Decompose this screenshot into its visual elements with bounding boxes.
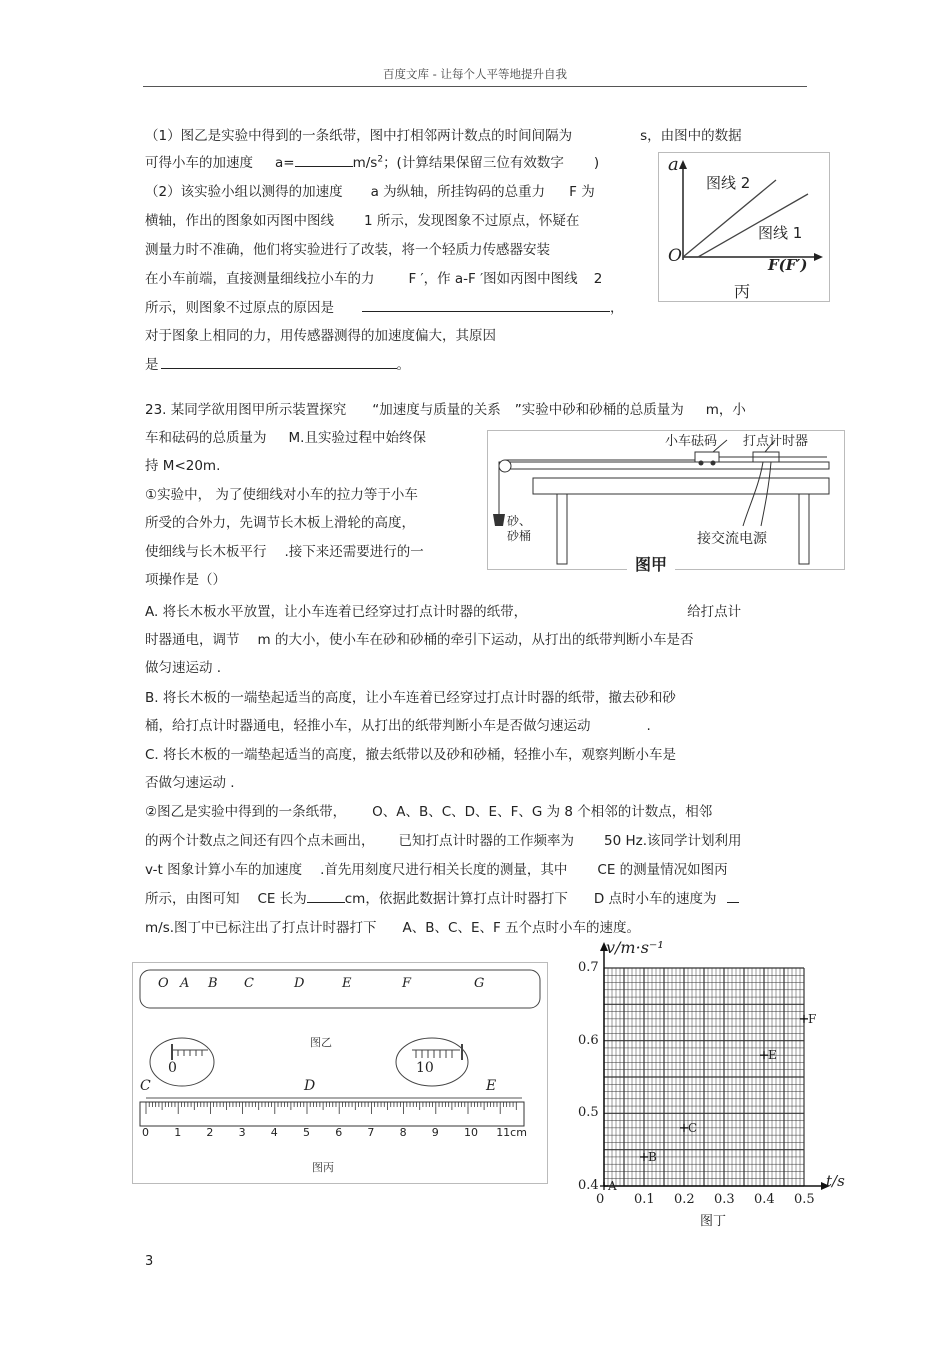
- text: m/s.图丁中已标注出了打点计时器打下: [145, 920, 377, 936]
- ruler-point: E: [486, 1078, 497, 1094]
- text: 所示，则图象不过原点的原因是: [145, 300, 334, 316]
- text: 给打点计: [687, 604, 742, 620]
- ruler-number: 2: [206, 1126, 214, 1139]
- x-axis-arrow: [814, 253, 823, 261]
- y-tick-label: 0.4: [578, 1178, 599, 1193]
- text: 桶，给打点计时器通电，轻推小车，从打出的纸带判断小车是否做匀速运动: [145, 718, 591, 734]
- text: CE 长为: [257, 891, 307, 907]
- q22-line-4: [145, 209, 579, 229]
- text: 已知打点计时器的工作频率为: [398, 833, 574, 849]
- text: 使细线与长木板平行: [145, 544, 267, 560]
- ruler-number: 3: [238, 1126, 246, 1139]
- zoom-label-right: 10: [416, 1060, 434, 1076]
- figure-caption: 丙: [734, 282, 751, 301]
- text: m，小: [705, 402, 746, 418]
- data-label: A: [608, 1179, 617, 1193]
- x-tick-label: 0.1: [634, 1192, 655, 1207]
- figure-ding: [570, 938, 850, 1230]
- text: 车和砝码的总质量为: [145, 430, 267, 446]
- ruler-number: 11cm: [496, 1126, 527, 1139]
- text: 23. 某同学欲用图甲所示装置探究: [145, 402, 347, 418]
- table-top: [533, 478, 829, 494]
- ruler-number: 9: [431, 1126, 439, 1139]
- part2-line-1: [145, 800, 712, 820]
- text: cm，依据此数据计算打点计时器打下: [344, 891, 568, 907]
- ruler-number: 6: [335, 1126, 343, 1139]
- x-tick-label: 0.4: [754, 1192, 775, 1207]
- x-tick-label: 0.2: [674, 1192, 695, 1207]
- q23-line-1: [145, 398, 746, 418]
- tape-point: C: [244, 976, 254, 991]
- y-axis-arrow: [679, 160, 687, 169]
- table-leg: [557, 494, 567, 564]
- part2-line-5: [145, 916, 640, 936]
- ruler-point: C: [140, 1078, 151, 1094]
- text: 横轴，作出的图象如丙图中图线: [145, 213, 334, 229]
- zoom-bubble-left: [150, 1038, 214, 1086]
- tape-point: B: [208, 976, 218, 991]
- ruler-number: 5: [303, 1126, 310, 1139]
- apparatus-diagram: [487, 430, 845, 570]
- text: 。: [396, 357, 410, 373]
- figure-caption: 图甲: [627, 552, 675, 575]
- figure-bing: [658, 152, 830, 302]
- text: “加速度与质量的关系: [372, 402, 501, 418]
- ruler-number: 7: [367, 1126, 375, 1139]
- label-timer: 打点计时器: [743, 434, 809, 449]
- superscript: 2: [377, 154, 384, 165]
- ruler-point: D: [304, 1078, 316, 1094]
- text: v-t 图象计算小车的加速度: [145, 862, 303, 878]
- text: D 点时小车的速度为: [593, 891, 717, 907]
- zoom-label-left: 0: [168, 1060, 177, 1076]
- text: 是: [145, 357, 159, 373]
- text: .首先用刻度尺进行相关长度的测量，其中: [320, 862, 568, 878]
- text: ；(计算结果保留三位有效数字: [383, 155, 564, 171]
- wheel: [699, 461, 704, 466]
- option-a-line-1: [145, 600, 741, 620]
- data-label: E: [768, 1048, 777, 1063]
- ruler-number: 10: [464, 1126, 478, 1139]
- text: a 为纵轴，所挂钩码的总重力: [370, 184, 546, 200]
- option-b-line-1: B. 将长木板的一端垫起适当的高度，让小车连着已经穿过打点计时器的纸带，撤去砂和砂: [145, 690, 676, 706]
- answer-blank: [161, 356, 397, 369]
- answer-blank: [362, 299, 610, 312]
- label-car: 小车砝码: [665, 434, 718, 449]
- ruler-number: 8: [399, 1126, 407, 1139]
- x-axis-label: t/s: [826, 1172, 845, 1190]
- pulley: [499, 460, 511, 472]
- q23-line-7: 项操作是（）: [145, 572, 226, 588]
- q22-line-1: [145, 124, 742, 144]
- text: O、A、B、C、D、E、F、G 为 8 个相邻的计数点，相邻: [372, 804, 713, 820]
- text: CE 的测量情况如图丙: [597, 862, 728, 878]
- part2-line-4: [145, 887, 739, 907]
- q22-line-2: [145, 151, 599, 171]
- y-axis-label: v/m·s⁻¹: [606, 938, 664, 957]
- text: M.且实验过程中始终保: [288, 430, 426, 446]
- tape-ruler-diagram: [132, 962, 548, 1184]
- text: m 的大小，使小车在砂和砂桶的牵引下运动，从打出的纸带判断小车是否: [257, 632, 694, 648]
- option-c-line-2: 否做匀速运动 .: [145, 775, 235, 791]
- q22-line-8: 对于图象上相同的力，用传感器测得的加速度偏大，其原因: [145, 328, 496, 344]
- text: ，: [610, 300, 624, 316]
- sand-bucket: [493, 514, 505, 526]
- text: F 为: [569, 184, 595, 200]
- wheel: [711, 461, 716, 466]
- caption-bing: 图丙: [312, 1161, 334, 1174]
- text: m/s: [352, 155, 378, 171]
- q23-line-6: [145, 540, 424, 560]
- page-header: 百度文库 - 让每个人平等地提升自我: [383, 67, 567, 81]
- text: ): [593, 155, 600, 171]
- data-label: C: [688, 1120, 698, 1135]
- q23-line-5: 所受的合外力，先调节长木板上滑轮的高度，: [145, 515, 415, 531]
- tape-point: G: [474, 976, 485, 991]
- text: 可得小车的加速度: [145, 155, 253, 171]
- label-sand: 砂、砂桶: [507, 514, 532, 543]
- table-leg: [799, 494, 809, 564]
- answer-blank: [727, 890, 739, 903]
- text: .: [646, 718, 651, 734]
- caption-yi: 图乙: [310, 1036, 332, 1049]
- x-tick-label: 0.5: [794, 1192, 815, 1207]
- y-tick-label: 0.7: [578, 960, 599, 975]
- v-t-graph: [570, 938, 850, 1230]
- text: 所示，由图可知: [145, 891, 240, 907]
- q22-line-7: [145, 296, 624, 316]
- q22-line-3: [145, 180, 595, 200]
- y-axis-label: a: [668, 154, 679, 175]
- x-tick-label: 0: [596, 1192, 605, 1207]
- text: 的两个计数点之间还有四个点未画出，: [145, 833, 375, 849]
- q23-line-2: [145, 426, 426, 446]
- figure-caption: 图丁: [700, 1214, 727, 1229]
- ruler-number: 1: [174, 1126, 182, 1139]
- option-a-line-2: [145, 628, 693, 648]
- ruler-number: 0: [142, 1126, 149, 1139]
- text: .接下来还需要进行的一: [284, 544, 424, 560]
- text: （1）图乙是实验中得到的一条纸带，图中打相邻两计数点的时间间隔为: [145, 128, 573, 144]
- line-1-label: 图线 1: [758, 224, 803, 242]
- x-axis-label: F(F′): [768, 256, 808, 274]
- part2-line-3: [145, 858, 728, 878]
- cart: [695, 452, 719, 462]
- option-c-line-1: C. 将长木板的一端垫起适当的高度，撤去纸带以及砂和砂桶，轻推小车，观察判断小车是: [145, 747, 677, 763]
- text: ”实验中砂和砂桶的总质量为: [514, 402, 684, 418]
- figure-border: [488, 431, 845, 570]
- text: s，由图中的数据: [640, 128, 742, 144]
- text: A. 将长木板水平放置，让小车连着已经穿过打点计时器的纸带，: [145, 604, 528, 620]
- y-tick-label: 0.6: [578, 1032, 599, 1048]
- label-power: 接交流电源: [697, 531, 767, 547]
- q22-line-9: [145, 353, 410, 373]
- part2-line-2: [145, 829, 742, 849]
- x-tick-label: 0.3: [714, 1192, 735, 1207]
- data-label: B: [648, 1149, 657, 1164]
- text: ②图乙是实验中得到的一条纸带，: [145, 804, 347, 820]
- answer-blank: [307, 890, 345, 903]
- text: 时器通电，调节: [145, 632, 240, 648]
- option-b-line-2: [145, 714, 651, 734]
- text: a=: [275, 155, 295, 171]
- tape-point: O: [158, 976, 169, 991]
- option-a-line-3: 做匀速运动 .: [145, 660, 222, 676]
- q23-line-4: ①实验中， 为了使细线对小车的拉力等于小车: [145, 487, 418, 503]
- answer-blank: [295, 154, 353, 167]
- y-tick-label: 0.5: [578, 1105, 599, 1121]
- tape-point: D: [294, 976, 305, 991]
- q22-line-6: [145, 267, 602, 287]
- long-board: [499, 462, 829, 469]
- figure-jia: [487, 430, 845, 574]
- text: 1 所示，发现图象不过原点，怀疑在: [364, 213, 580, 229]
- ruler-number: 4: [270, 1126, 278, 1139]
- tape-point: A: [180, 976, 190, 991]
- data-label: F: [808, 1011, 817, 1026]
- text: F ′，作 a-F ′图如丙图中图线: [408, 271, 578, 287]
- text: 2: [593, 271, 603, 287]
- text: 在小车前端，直接测量细线拉小车的力: [145, 271, 375, 287]
- header-rule: [143, 86, 807, 87]
- text: （2）该实验小组以测得的加速度: [145, 184, 343, 200]
- line-2-label: 图线 2: [706, 174, 751, 192]
- q23-line-3: 持 M<20m.: [145, 458, 221, 474]
- text: A、B、C、E、F 五个点时小车的速度。: [402, 920, 641, 936]
- page-number: 3: [145, 1254, 154, 1269]
- tape-point: E: [342, 976, 352, 991]
- tape-point: F: [402, 976, 412, 991]
- q22-line-5: 测量力时不准确，他们将实验进行了改装，将一个轻质力传感器安装: [145, 242, 550, 258]
- figure-tape-ruler: [132, 962, 548, 1184]
- text: 50 Hz.该同学计划利用: [604, 833, 742, 849]
- origin-label: O: [668, 246, 682, 266]
